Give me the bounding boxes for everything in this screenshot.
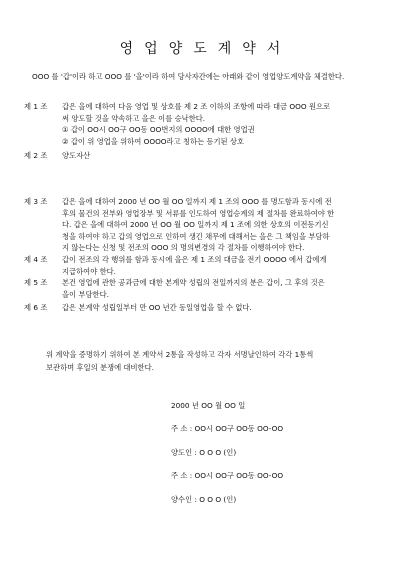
article-1-item: ① 갑이 OO시 OO구 OO동 OO번지의 OOOO에 대한 영업권 — [62, 125, 255, 134]
seller-address: 주 소 : OO시 OO구 OO동 OO-OO — [171, 424, 284, 433]
article-6-label: 제 6 조 — [24, 303, 48, 312]
article-4-body — [62, 254, 386, 277]
article-1-line: 갑은 을에 대하여 다음 영업 및 상호를 제 2 조 이하의 조항에 따라 대금 OOO 원으로 — [62, 102, 331, 111]
article-3-body — [62, 196, 386, 254]
document-title: 영업양도계약서 — [119, 41, 292, 57]
article-2-body — [62, 150, 386, 162]
article-3-line: 후의 물건의 전부와 영업장부 및 서류를 인도하여 영업승계의 제 절차를 완료하여야 한 — [62, 208, 335, 218]
article-3-line: 청을 하여야 하고 갑의 영업으로 인하여 생긴 채무에 대해서는 을은 그 책임을 부담하 — [62, 231, 330, 241]
seller-signature: 양도인 : O O O (인) — [171, 448, 237, 457]
closing-line: 보관하며 후일의 분쟁에 대비한다. — [46, 362, 154, 372]
closing-line: 위 계약을 증명하기 위하여 본 계약서 2통을 작성하고 각자 서명날인하여 각각 1통씩 — [46, 350, 314, 359]
article-2-line: 양도자산 — [62, 151, 91, 160]
article-1-label: 제 1 조 — [24, 102, 48, 111]
article-3-label: 제 3 조 — [24, 197, 48, 206]
article-2-label: 제 2 조 — [24, 151, 48, 160]
article-3-line: 갑은 을에 대하여 2000 년 OO 월 OO 일까지 제 1 조의 OOO 를 명도함과 동시에 전 — [62, 197, 332, 206]
article-5-line: 본건 영업에 관한 공과금에 대한 본계약 성립의 전일까지의 분은 갑이, 그 후의 것은 — [62, 278, 325, 287]
contract-date: 2000 년 OO 월 OO 일 — [171, 401, 246, 410]
article-5-line: 을이 부담한다. — [62, 289, 109, 299]
article-5-label: 제 5 조 — [24, 278, 48, 287]
article-1-item: ② 갑이 위 영업을 위하여 OOOO라고 칭하는 등기된 상호 — [62, 136, 244, 146]
closing-paragraph — [46, 349, 386, 374]
article-6-body — [62, 302, 386, 314]
article-4-line: 지급하여야 한다. — [62, 266, 116, 276]
buyer-address: 주 소 : OO시 OO구 OO동 OO-OO — [171, 471, 284, 480]
article-3-line: 지 않는다는 신청 및 전조의 OOO 의 명의변경의 각 절차를 이행하여야 한다. — [62, 243, 305, 252]
buyer-signature: 양수인 : O O O (인) — [171, 495, 237, 504]
article-1-line: 써 양도할 것을 약속하고 을은 이를 승낙한다. — [62, 113, 206, 123]
article-1-body — [62, 101, 386, 147]
article-4-label: 제 4 조 — [24, 255, 48, 264]
article-4-line: 갑이 전조의 각 행위를 함과 동시에 을은 제 1 조의 대금을 전기 OOOO 에서 갑에게 — [62, 255, 327, 264]
article-6-line: 갑은 본계약 성립일부터 만 OO 년간 동일영업을 할 수 없다. — [62, 303, 252, 312]
intro-paragraph: OOO 를 '갑'이라 하고 OOO 를 '을'이라 하여 당사자간에는 아래와 같이 영업양도계약을 체결한다. — [32, 72, 345, 81]
article-3-line: 다. 갑은 을에 대하여 2000 년 OO 월 OO 일까지 제 1 조에 의한 상호의 이전등기신 — [62, 220, 329, 229]
article-5-body — [62, 277, 386, 300]
